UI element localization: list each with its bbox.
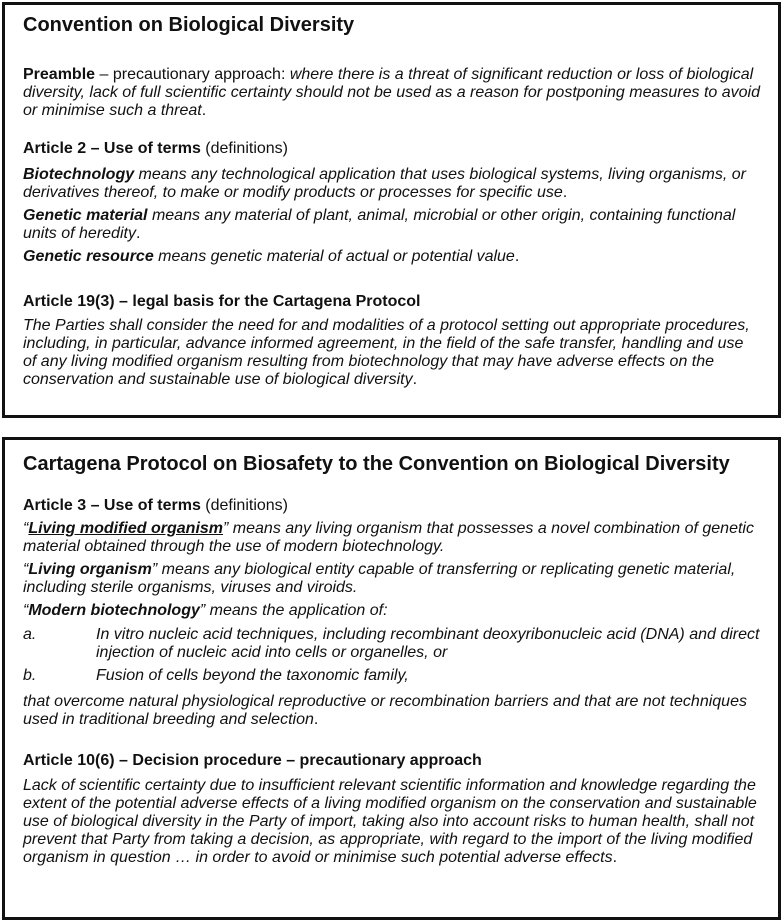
definition-text: means any material of plant, animal, microbial or other origin, containing functional units of heredity	[23, 207, 736, 242]
article3-closing	[23, 693, 760, 729]
definition-term: Living organism	[28, 561, 152, 578]
article19-text: The Parties shall consider the need for and modalities of a protocol setting out appropriate procedures, including, in particular, advance informed agreement, in the field of the safe transfer, handling and use of any living modified organism resulting from biotechnology that may have adverse effects on the conservation and sustainable use of biological diversity	[23, 317, 750, 388]
cbd-title: Convention on Biological Diversity	[23, 14, 355, 36]
definition-term: Modern biotechnology	[28, 602, 200, 619]
cartagena-title: Cartagena Protocol on Biosafety to the Convention on Biological Diversity	[23, 453, 730, 475]
definition-biotechnology	[23, 166, 760, 202]
definition-modern-biotechnology	[23, 602, 760, 620]
quote-open: “	[23, 602, 29, 619]
list-item-text: Fusion of cells beyond the taxonomic family,	[96, 667, 409, 684]
preamble-text: where there is a threat of significant reduction or loss of biological diversity, lack of full scientific certainty should not be used as a reason for postponing measures to avoid or minimise such a threat	[23, 66, 760, 119]
definition-term: Genetic material	[23, 207, 148, 224]
article19-heading	[23, 293, 760, 311]
list-item-label: a.	[23, 626, 37, 643]
definition-living-modified-organism	[23, 520, 760, 556]
article2-heading	[23, 140, 760, 158]
article10-paragraph	[23, 777, 760, 867]
preamble-label: Preamble	[23, 66, 96, 83]
article19-end: .	[412, 371, 418, 388]
cartagena-box	[2, 437, 781, 920]
article3-heading-label: Article 3 – Use of terms	[23, 497, 201, 514]
definition-term: Genetic resource	[23, 248, 154, 265]
definition-living-organism	[23, 561, 760, 597]
definition-text: means genetic material of actual or potential value	[153, 248, 515, 265]
list-item	[23, 626, 760, 662]
definition-end: .	[135, 225, 141, 242]
article10-end: .	[612, 849, 618, 866]
definition-text: ” means any biological entity capable of transferring or replicating genetic material, including sterile organisms, viruses and viroids.	[23, 561, 736, 596]
definition-end: .	[562, 184, 568, 201]
list-item	[23, 667, 760, 685]
cbd-box	[2, 2, 781, 418]
definition-term: Biotechnology	[23, 166, 135, 183]
article3-heading-suffix: (definitions)	[200, 497, 289, 514]
preamble-lead: – precautionary approach:	[95, 66, 290, 83]
preamble-end: .	[201, 102, 207, 119]
definition-text: ” means the application of:	[199, 602, 388, 619]
definition-genetic-material	[23, 207, 760, 243]
definition-term: Living modified organism	[28, 520, 224, 537]
article3-closing-end: .	[313, 711, 319, 728]
definition-text: ” means any living organism that possesses a novel combination of genetic material obtained through the use of modern biotechnology.	[23, 520, 754, 555]
list-item-label: b.	[23, 667, 37, 684]
article3-closing-text: that overcome natural physiological reproductive or recombination barriers and that are not techniques used in traditional breeding and selection	[23, 693, 747, 728]
preamble-paragraph	[23, 66, 760, 120]
article3-heading	[23, 497, 760, 515]
article19-paragraph	[23, 317, 760, 389]
article2-heading-label: Article 2 – Use of terms	[23, 140, 201, 157]
definition-genetic-resource	[23, 248, 760, 266]
article10-heading	[23, 752, 760, 770]
list-item-text: In vitro nucleic acid techniques, including recombinant deoxyribonucleic acid (DNA) and direct injection of nucleic acid into cells or organelles, or	[96, 626, 760, 661]
article10-heading-label: Article 10(6) – Decision procedure – precautionary approach	[23, 752, 482, 769]
quote-open: “	[23, 561, 29, 578]
article10-text: Lack of scientific certainty due to insufficient relevant scientific information and knowledge regarding the extent of the potential adverse effects of a living modified organism on the conservation and sustainable use of biological diversity in the Party of import, taking also into account risks to human health, shall not prevent that Party from taking a decision, as appropriate, with regard to the import of the living modified organism in question … in order to avoid or minimise such potential adverse effects	[23, 777, 757, 866]
definition-text: means any technological application that uses biological systems, living organisms, or derivatives thereof, to make or modify products or processes for specific use	[23, 166, 746, 201]
definition-end: .	[514, 248, 520, 265]
article2-heading-suffix: (definitions)	[200, 140, 289, 157]
article19-heading-label: Article 19(3) – legal basis for the Cartagena Protocol	[23, 293, 421, 310]
quote-open: “	[23, 520, 29, 537]
